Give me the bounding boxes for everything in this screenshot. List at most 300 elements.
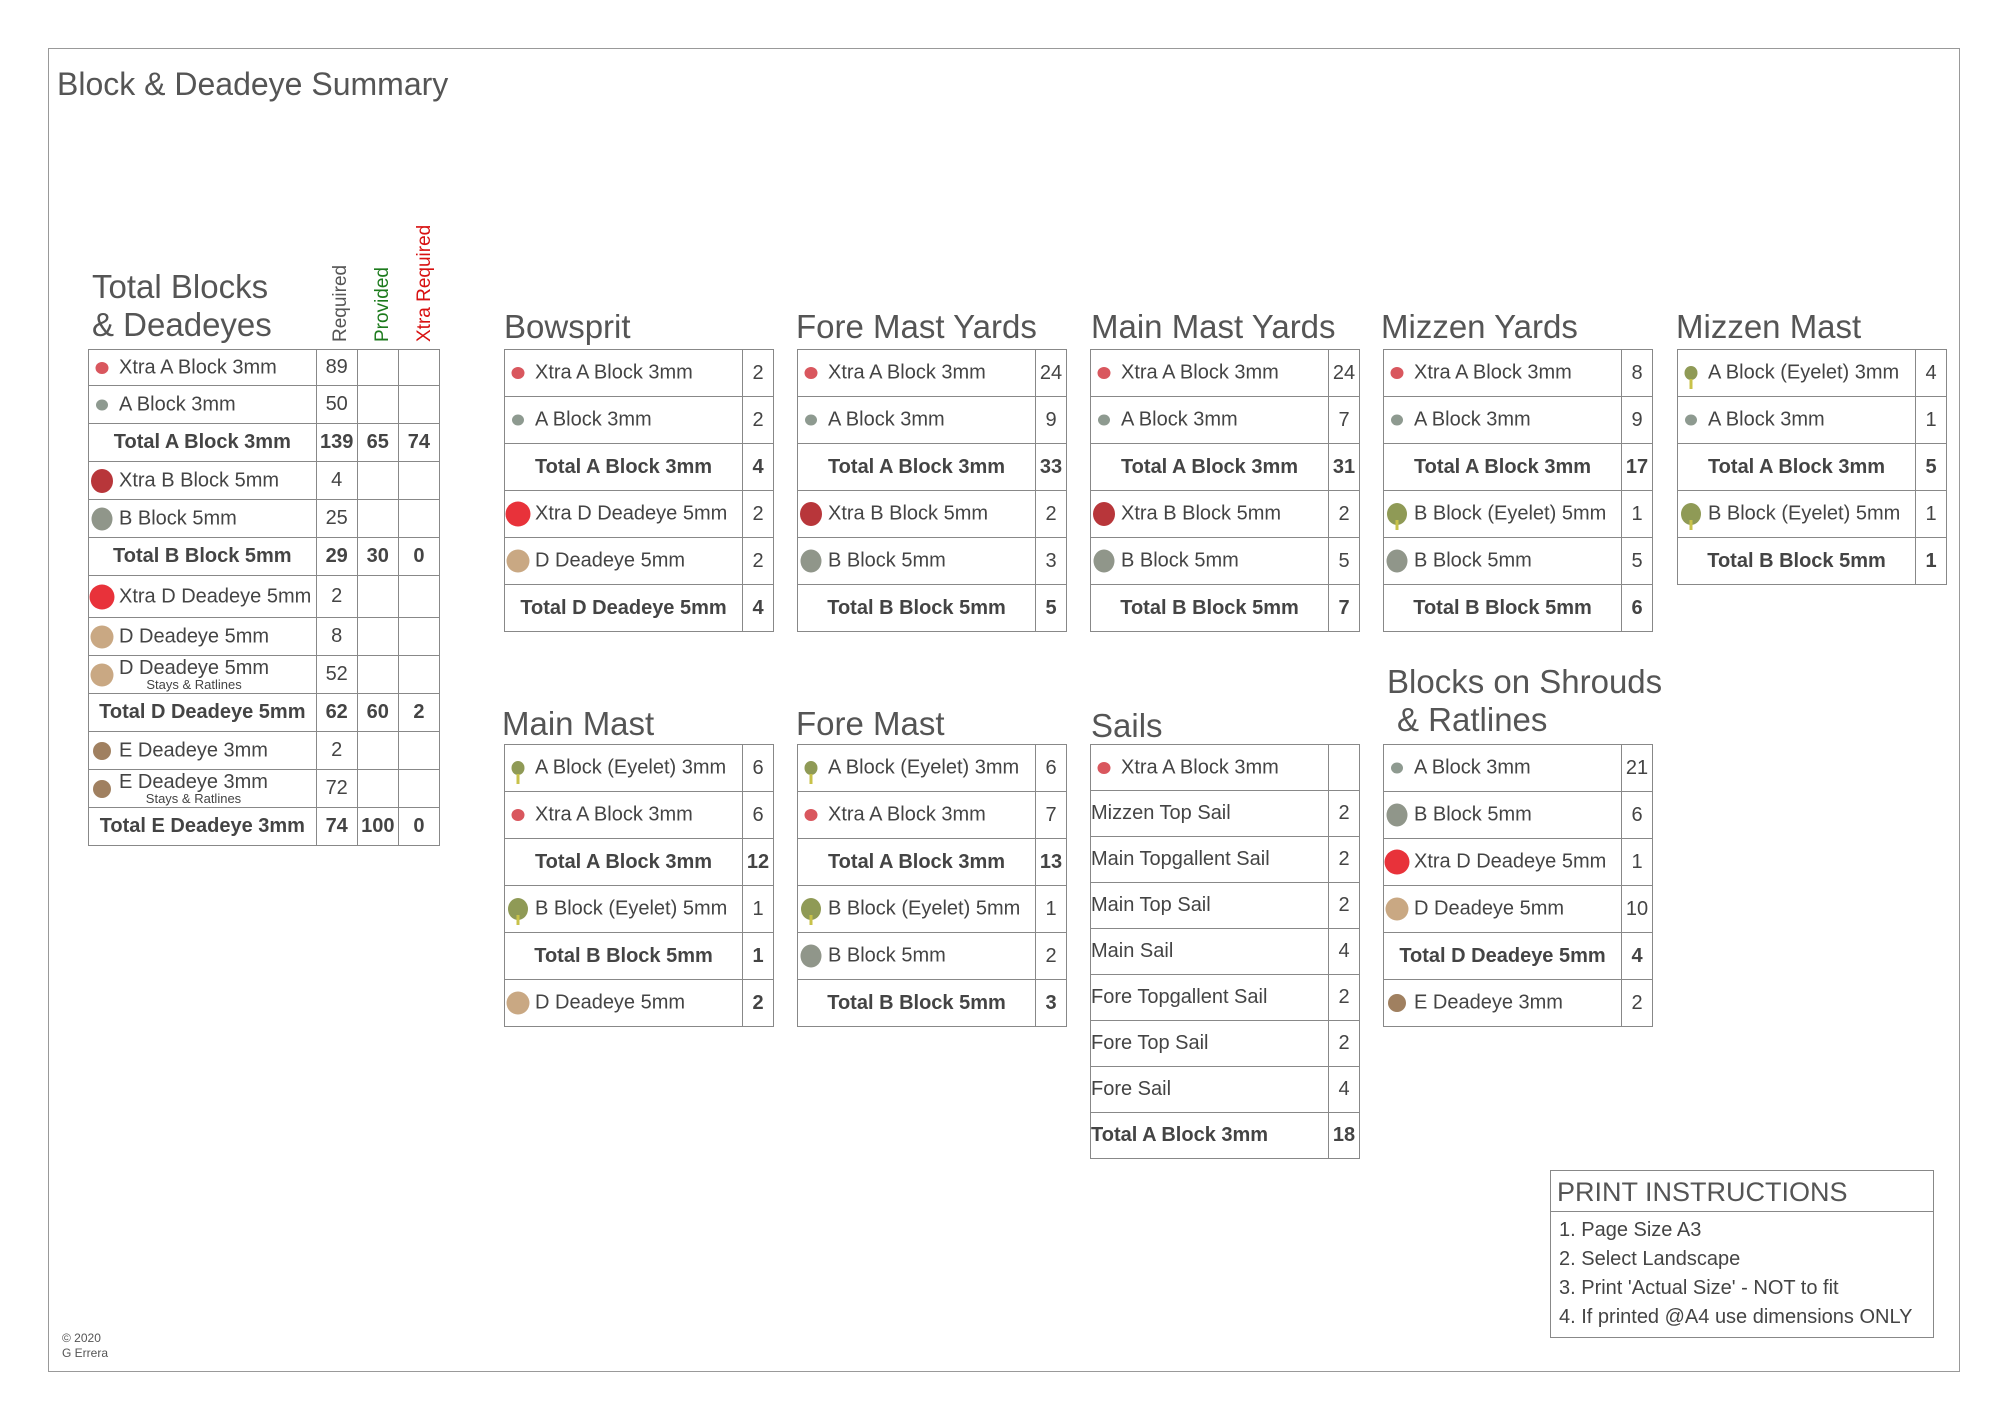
row-label-text: Total A Block 3mm — [113, 431, 291, 453]
row-label-text: D Deadeye 5mm — [119, 624, 270, 647]
row-label-text: B Block (Eyelet) 5mm — [535, 897, 728, 920]
quantity-value: 2 — [1329, 837, 1360, 883]
row-label — [1384, 792, 1622, 839]
table-row — [1384, 980, 1653, 1027]
xtra-required-value — [398, 618, 439, 656]
row-label-text: B Block 5mm — [1414, 549, 1532, 572]
quantity-value: 4 — [743, 444, 774, 491]
provided-value: 30 — [357, 538, 398, 576]
d-deadeye-icon — [505, 989, 531, 1017]
e-deadeye-icon — [89, 775, 115, 803]
quantity-value: 2 — [1329, 883, 1360, 929]
row-label — [1384, 350, 1622, 397]
table-row — [798, 792, 1067, 839]
quantity-value: 21 — [1622, 745, 1653, 792]
row-label-text: E Deadeye 3mm — [1414, 991, 1563, 1014]
totals-table — [88, 349, 440, 846]
total-row — [89, 808, 440, 846]
xtra-required-value — [398, 462, 439, 500]
row-label — [798, 585, 1036, 632]
row-label — [89, 770, 317, 808]
b-block-eyelet-icon — [1384, 500, 1410, 528]
row-label — [1384, 397, 1622, 444]
provided-value — [357, 618, 398, 656]
row-label — [1091, 1021, 1329, 1067]
row-label — [798, 397, 1036, 444]
row-label — [1091, 538, 1329, 585]
quantity-value: 18 — [1329, 1113, 1360, 1159]
row-label — [505, 886, 743, 933]
row-label — [1384, 444, 1622, 491]
table-row — [798, 350, 1067, 397]
row-label — [1384, 745, 1622, 792]
table-row — [1384, 839, 1653, 886]
row-label-text: A Block (Eyelet) 3mm — [828, 756, 1020, 779]
row-label-text: Xtra A Block 3mm — [119, 355, 277, 378]
row-label — [1091, 444, 1329, 491]
mizzen-mast-table — [1677, 349, 1947, 585]
row-label — [1091, 975, 1329, 1021]
quantity-value: 5 — [1329, 538, 1360, 585]
row-label — [1091, 883, 1329, 929]
required-value: 89 — [316, 350, 357, 386]
col-provided-header: Provided — [372, 267, 393, 342]
table-row — [505, 350, 774, 397]
quantity-value: 2 — [743, 397, 774, 444]
xtra-a-block-icon — [505, 359, 531, 387]
row-label-text: Total B Block 5mm — [827, 991, 1006, 1014]
row-label — [1384, 886, 1622, 933]
xtra-a-block-icon — [89, 354, 115, 382]
provided-value — [357, 576, 398, 618]
table-row — [798, 491, 1067, 538]
total-row — [505, 444, 774, 491]
row-label-text: A Block 3mm — [1708, 408, 1825, 431]
row-label — [1384, 933, 1622, 980]
row-label-text: Xtra A Block 3mm — [535, 803, 693, 826]
quantity-value: 2 — [743, 538, 774, 585]
xtra-required-value — [398, 386, 439, 424]
a-block-icon — [1091, 406, 1117, 434]
quantity-value: 13 — [1036, 839, 1067, 886]
row-label — [798, 350, 1036, 397]
row-label — [89, 538, 317, 576]
print-line-3: 3. Print 'Actual Size' - NOT to fit — [1559, 1277, 1839, 1299]
row-label-text: A Block 3mm — [1414, 756, 1531, 779]
page-title: Block & Deadeye Summary — [57, 66, 449, 102]
print-instructions — [1550, 1170, 1934, 1338]
xtra-required-value — [398, 576, 439, 618]
table-row — [798, 745, 1067, 792]
row-label — [798, 839, 1036, 886]
row-label — [505, 980, 743, 1027]
xtra-required-value: 0 — [398, 808, 439, 846]
row-label-text: Fore Sail — [1091, 1078, 1172, 1100]
row-label-text: B Block 5mm — [828, 944, 946, 967]
row-label — [1091, 791, 1329, 837]
table-row — [1384, 886, 1653, 933]
required-value: 4 — [316, 462, 357, 500]
row-label — [505, 839, 743, 886]
total-row — [89, 424, 440, 462]
d-deadeye-icon — [89, 661, 115, 689]
table-row — [1678, 491, 1947, 538]
quantity-value: 2 — [1036, 491, 1067, 538]
shrouds-title-line1: Blocks on Shrouds — [1387, 663, 1663, 700]
total-row — [505, 839, 774, 886]
row-label — [1678, 538, 1916, 585]
provided-value — [357, 656, 398, 694]
sails-table — [1090, 744, 1360, 1159]
fore-mast-yards-table — [797, 349, 1067, 632]
quantity-value: 1 — [743, 933, 774, 980]
table-row — [1384, 350, 1653, 397]
row-label — [798, 792, 1036, 839]
quantity-value: 5 — [1622, 538, 1653, 585]
quantity-value: 9 — [1036, 397, 1067, 444]
row-label — [798, 933, 1036, 980]
row-label-text: Mizzen Top Sail — [1091, 802, 1231, 824]
table-row — [798, 933, 1067, 980]
col-required-header: Required — [330, 264, 351, 342]
quantity-value: 24 — [1329, 350, 1360, 397]
required-value: 52 — [316, 656, 357, 694]
table-row — [798, 538, 1067, 585]
row-label — [89, 694, 317, 732]
required-value: 74 — [316, 808, 357, 846]
quantity-value: 1 — [1622, 839, 1653, 886]
d-deadeye-icon — [505, 547, 531, 575]
row-label-text: Xtra D Deadeye 5mm — [119, 584, 312, 607]
row-label-text: Total A Block 3mm — [534, 850, 713, 873]
total-row — [1678, 444, 1947, 491]
table-row — [89, 576, 440, 618]
quantity-value: 3 — [1036, 980, 1067, 1027]
row-label — [505, 444, 743, 491]
a-block-icon — [89, 391, 115, 419]
fore-mast-title: Fore Mast — [796, 705, 945, 742]
b-block-icon — [1384, 801, 1410, 829]
provided-value — [357, 500, 398, 538]
quantity-value: 10 — [1622, 886, 1653, 933]
row-label — [89, 656, 317, 694]
table-row — [89, 618, 440, 656]
required-value: 50 — [316, 386, 357, 424]
copyright-year: © 2020 — [62, 1331, 101, 1345]
row-label-text: Total A Block 3mm — [827, 850, 1006, 873]
table-row — [1384, 745, 1653, 792]
row-label-text: Xtra A Block 3mm — [828, 803, 986, 826]
row-label — [89, 462, 317, 500]
quantity-value: 1 — [743, 886, 774, 933]
table-row — [1091, 1067, 1360, 1113]
table-row — [1384, 397, 1653, 444]
b-block-icon — [798, 942, 824, 970]
d-deadeye-icon — [1384, 895, 1410, 923]
e-deadeye-icon — [89, 737, 115, 765]
xtra-a-block-icon — [798, 359, 824, 387]
row-label — [798, 980, 1036, 1027]
row-label-text: Total B Block 5mm — [113, 545, 292, 567]
provided-value — [357, 350, 398, 386]
quantity-value: 6 — [743, 792, 774, 839]
xtra-a-block-icon — [1384, 359, 1410, 387]
quantity-value: 3 — [1036, 538, 1067, 585]
xtra-required-value — [398, 732, 439, 770]
xtra-required-value: 2 — [398, 694, 439, 732]
row-label-text: Xtra B Block 5mm — [828, 502, 989, 525]
xtra-d-deadeye-icon — [1384, 848, 1410, 876]
shrouds-table — [1383, 744, 1653, 1027]
row-label — [1091, 929, 1329, 975]
quantity-value: 1 — [1916, 538, 1947, 585]
xtra-a-block-icon — [1091, 754, 1117, 782]
a-block-icon — [1678, 406, 1704, 434]
table-row — [505, 538, 774, 585]
table-row — [1384, 792, 1653, 839]
provided-value — [357, 462, 398, 500]
table-row — [89, 732, 440, 770]
main-mast-yards-title: Main Mast Yards — [1091, 308, 1336, 345]
xtra-b-block-icon — [89, 467, 115, 495]
row-label — [1091, 1067, 1329, 1113]
row-label-text: Xtra A Block 3mm — [1121, 755, 1279, 778]
a-block-icon — [505, 406, 531, 434]
total-row — [505, 933, 774, 980]
row-label-text: Main Sail — [1091, 940, 1174, 962]
provided-value — [357, 732, 398, 770]
row-label-text: Total A Block 3mm — [1120, 455, 1299, 478]
a-block-eyelet-icon — [1678, 359, 1704, 387]
b-block-eyelet-icon — [505, 895, 531, 923]
row-label-text: Main Top Sail — [1091, 894, 1211, 916]
row-label-text: E Deadeye 3mm — [119, 771, 268, 793]
xtra-required-value — [398, 770, 439, 808]
provided-value: 100 — [357, 808, 398, 846]
quantity-value: 5 — [1036, 585, 1067, 632]
bowsprit-title: Bowsprit — [504, 308, 631, 345]
row-label-text: A Block 3mm — [119, 392, 236, 415]
fore-mast-table — [797, 744, 1067, 1027]
bowsprit-table — [504, 349, 774, 632]
total-row — [1384, 933, 1653, 980]
row-label-text: Main Topgallent Sail — [1091, 848, 1270, 870]
row-label — [89, 500, 317, 538]
total-row — [89, 538, 440, 576]
row-label — [1091, 1113, 1329, 1159]
b-block-icon — [1091, 547, 1117, 575]
d-deadeye-icon — [89, 623, 115, 651]
provided-value: 60 — [357, 694, 398, 732]
table-row — [1678, 397, 1947, 444]
quantity-value: 6 — [743, 745, 774, 792]
total-row — [798, 980, 1067, 1027]
row-label-text: Xtra A Block 3mm — [1414, 361, 1572, 384]
xtra-a-block-icon — [505, 801, 531, 829]
quantity-value: 2 — [1329, 791, 1360, 837]
row-label — [798, 538, 1036, 585]
print-instructions-heading: PRINT INSTRUCTIONS — [1551, 1171, 1933, 1212]
row-label — [1678, 491, 1916, 538]
row-label-text: Total A Block 3mm — [827, 455, 1006, 478]
e-deadeye-icon — [1384, 989, 1410, 1017]
xtra-b-block-icon — [1091, 500, 1117, 528]
row-label — [505, 397, 743, 444]
table-row — [89, 770, 440, 808]
required-value: 2 — [316, 576, 357, 618]
table-row — [1091, 745, 1360, 791]
b-block-eyelet-icon — [798, 895, 824, 923]
table-row — [89, 656, 440, 694]
required-value: 139 — [316, 424, 357, 462]
required-value: 62 — [316, 694, 357, 732]
table-row — [1091, 837, 1360, 883]
a-block-icon — [1384, 754, 1410, 782]
main-mast-yards-table — [1090, 349, 1360, 632]
table-row — [1091, 491, 1360, 538]
table-row — [89, 350, 440, 386]
total-row — [1384, 585, 1653, 632]
quantity-value: 12 — [743, 839, 774, 886]
total-row — [1091, 1113, 1360, 1159]
total-row — [1384, 444, 1653, 491]
totals-title-line2: & Deadeyes — [92, 306, 272, 343]
quantity-value: 1 — [1622, 491, 1653, 538]
row-label-text: Xtra A Block 3mm — [535, 361, 693, 384]
row-label — [89, 618, 317, 656]
quantity-value: 6 — [1622, 585, 1653, 632]
table-row — [1091, 791, 1360, 837]
row-label — [798, 745, 1036, 792]
quantity-value — [1329, 745, 1360, 791]
row-label-text: Total A Block 3mm — [1707, 455, 1886, 478]
row-label — [89, 424, 317, 462]
row-label — [505, 933, 743, 980]
row-label-text: B Block 5mm — [1414, 803, 1532, 826]
row-label-text: D Deadeye 5mm — [535, 991, 686, 1014]
row-label — [1091, 350, 1329, 397]
table-row — [89, 462, 440, 500]
quantity-value: 4 — [1329, 929, 1360, 975]
mizzen-mast-title: Mizzen Mast — [1676, 308, 1862, 345]
row-label — [1678, 444, 1916, 491]
quantity-value: 6 — [1622, 792, 1653, 839]
quantity-value: 7 — [1036, 792, 1067, 839]
row-label — [798, 444, 1036, 491]
row-label — [798, 886, 1036, 933]
row-label-text: Total D Deadeye 5mm — [99, 701, 306, 723]
table-row — [89, 386, 440, 424]
row-label — [1091, 585, 1329, 632]
row-label — [1678, 397, 1916, 444]
provided-value — [357, 386, 398, 424]
quantity-value: 4 — [1916, 350, 1947, 397]
table-row — [1091, 929, 1360, 975]
row-label-text: D Deadeye 5mm — [535, 549, 686, 572]
quantity-value: 33 — [1036, 444, 1067, 491]
row-label-text: D Deadeye 5mm — [1414, 897, 1565, 920]
table-row — [505, 792, 774, 839]
table-row — [1091, 350, 1360, 397]
row-label-text: Total D Deadeye 5mm — [520, 596, 727, 619]
required-value: 72 — [316, 770, 357, 808]
total-row — [89, 694, 440, 732]
xtra-required-value: 0 — [398, 538, 439, 576]
row-label — [1091, 837, 1329, 883]
quantity-value: 2 — [1036, 933, 1067, 980]
total-row — [798, 585, 1067, 632]
xtra-b-block-icon — [798, 500, 824, 528]
row-label — [1384, 585, 1622, 632]
row-label — [1091, 397, 1329, 444]
row-label-text: B Block 5mm — [1121, 549, 1239, 572]
quantity-value: 2 — [1329, 975, 1360, 1021]
quantity-value: 7 — [1329, 397, 1360, 444]
row-label-text: Total A Block 3mm — [1091, 1124, 1269, 1146]
row-label-text: A Block (Eyelet) 3mm — [1708, 361, 1900, 384]
row-label — [505, 745, 743, 792]
row-label-text: A Block 3mm — [1121, 408, 1238, 431]
provided-value — [357, 770, 398, 808]
xtra-d-deadeye-icon — [505, 500, 531, 528]
total-row — [1091, 585, 1360, 632]
quantity-value: 31 — [1329, 444, 1360, 491]
quantity-value: 17 — [1622, 444, 1653, 491]
row-label — [89, 386, 317, 424]
row-label-text: Xtra D Deadeye 5mm — [1414, 850, 1607, 873]
required-value: 8 — [316, 618, 357, 656]
row-label-text: Xtra A Block 3mm — [828, 361, 986, 384]
row-label-text: Total B Block 5mm — [1120, 596, 1299, 619]
print-line-4: 4. If printed @A4 use dimensions ONLY — [1559, 1306, 1913, 1328]
quantity-value: 4 — [1622, 933, 1653, 980]
row-label-text: Total E Deadeye 3mm — [99, 815, 305, 837]
print-line-2: 2. Select Landscape — [1559, 1248, 1741, 1270]
row-label-text: A Block 3mm — [1414, 408, 1531, 431]
quantity-value: 8 — [1622, 350, 1653, 397]
row-label — [89, 350, 317, 386]
row-label — [505, 491, 743, 538]
b-block-icon — [89, 505, 115, 533]
quantity-value: 2 — [743, 350, 774, 397]
row-label — [798, 491, 1036, 538]
row-label-text: Fore Top Sail — [1091, 1032, 1209, 1054]
row-label-text: D Deadeye 5mm — [119, 657, 270, 679]
table-row — [1384, 538, 1653, 585]
row-label — [1384, 980, 1622, 1027]
row-label-text: A Block (Eyelet) 3mm — [535, 756, 727, 779]
row-label-text: B Block 5mm — [119, 506, 237, 529]
row-label-text: Total B Block 5mm — [827, 596, 1006, 619]
xtra-required-value: 74 — [398, 424, 439, 462]
row-label — [1678, 350, 1916, 397]
quantity-value: 1 — [1916, 397, 1947, 444]
mizzen-yards-table — [1383, 349, 1653, 632]
quantity-value: 5 — [1916, 444, 1947, 491]
row-label — [1384, 839, 1622, 886]
row-label-text: Total B Block 5mm — [534, 944, 713, 967]
b-block-icon — [798, 547, 824, 575]
quantity-value: 24 — [1036, 350, 1067, 397]
table-row — [1091, 975, 1360, 1021]
main-mast-table — [504, 744, 774, 1027]
table-row — [1091, 538, 1360, 585]
xtra-required-value — [398, 350, 439, 386]
total-row — [798, 839, 1067, 886]
row-label-text: Xtra B Block 5mm — [119, 468, 280, 491]
table-row — [1678, 350, 1947, 397]
quantity-value: 2 — [743, 491, 774, 538]
